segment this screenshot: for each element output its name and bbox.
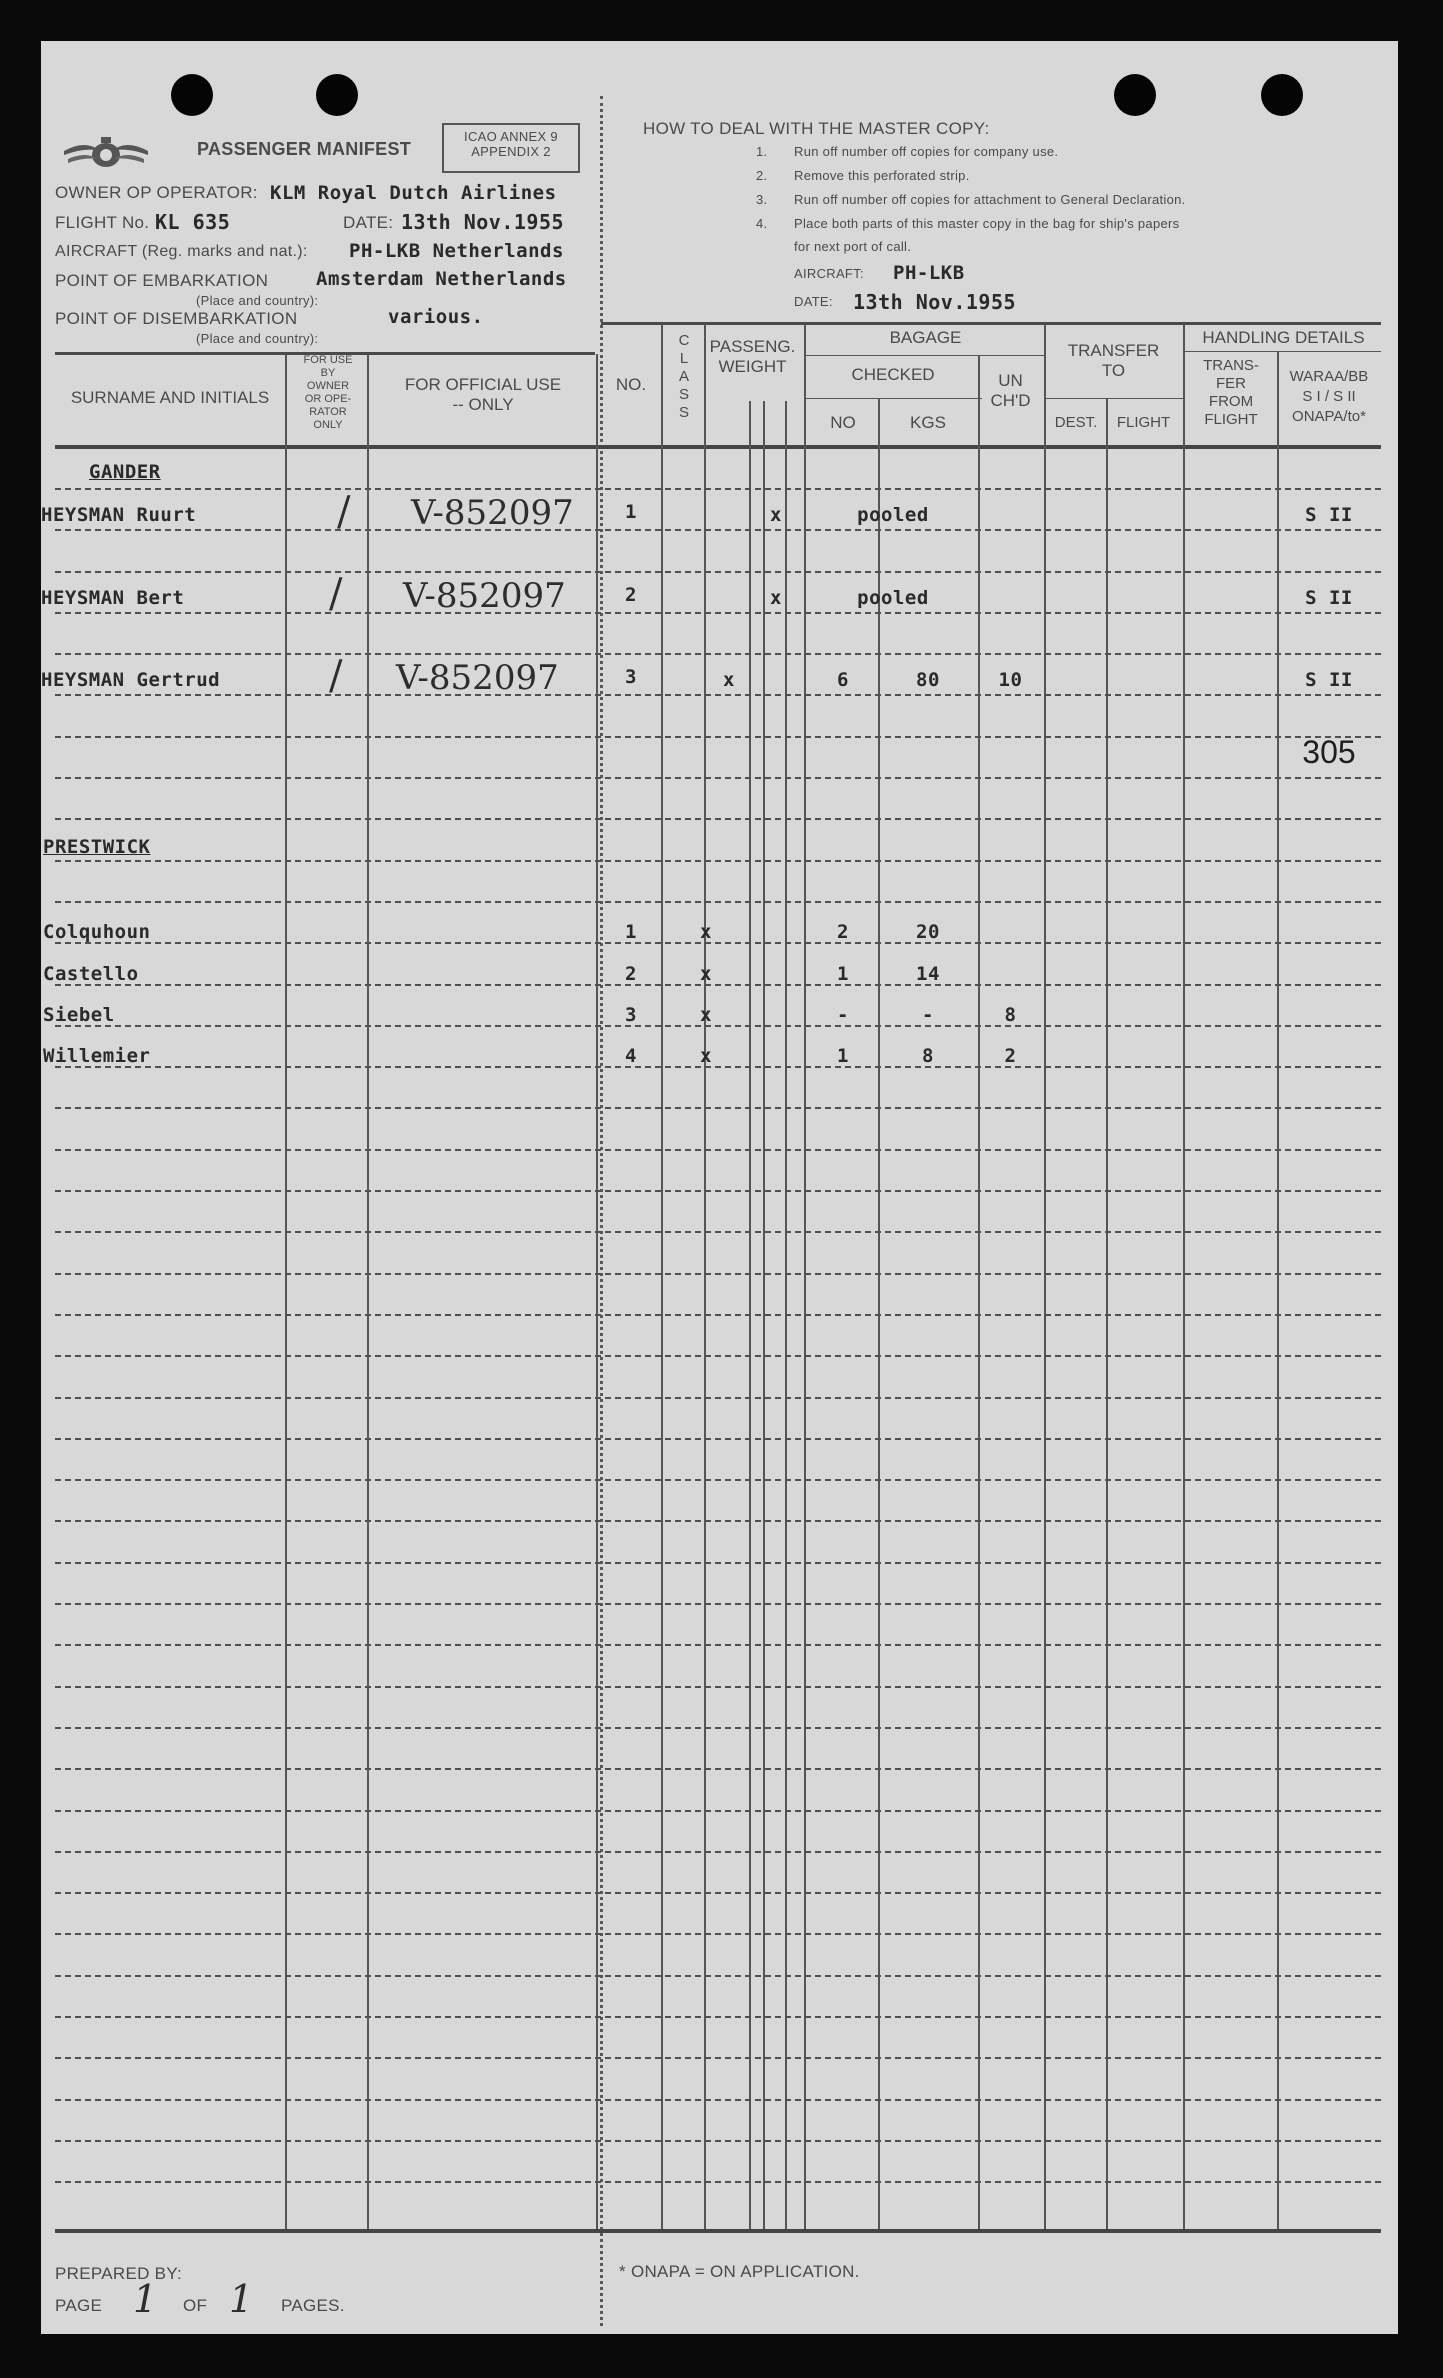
table-bottom-border <box>55 2229 1381 2233</box>
col-owner-use-line: OWNER <box>306 380 350 392</box>
baggage-unchecked: 10 <box>998 669 1023 691</box>
instruction-text-cont: for next port of call. <box>794 239 912 254</box>
row-divider <box>55 1975 1381 1977</box>
row-divider <box>55 1273 1381 1275</box>
annex-box <box>442 123 580 173</box>
passenger-surname: Castello <box>43 963 139 985</box>
row-divider <box>55 2140 1381 2142</box>
col-official-use-line: -- ONLY <box>452 395 514 414</box>
prepared-by-label: PREPARED BY: <box>55 2264 183 2283</box>
row-divider <box>55 2057 1381 2059</box>
col-bag-no: NO <box>830 413 856 432</box>
column-divider <box>704 324 706 2229</box>
column-divider <box>1277 351 1279 2229</box>
row-divider <box>55 1520 1381 1522</box>
row-divider <box>55 1851 1381 1853</box>
punch-hole <box>316 74 358 116</box>
baggage-count: 1 <box>837 1045 849 1067</box>
instructions-aircraft-value: PH-LKB <box>893 262 965 284</box>
col-dest: DEST. <box>1054 414 1098 431</box>
col-unchecked-line: CH'D <box>990 391 1031 410</box>
class-mark: x <box>700 1045 712 1067</box>
row-divider <box>55 1727 1381 1729</box>
section-gander-title: GANDER <box>89 461 161 483</box>
col-passeng-weight <box>704 337 801 377</box>
row-divider <box>55 777 1381 779</box>
col-passeng-line: WEIGHT <box>718 357 787 376</box>
col-bagage: BAGAGE <box>889 328 962 347</box>
bagage-divider <box>804 355 1044 356</box>
instructions-date-label: DATE: <box>794 294 833 309</box>
date-label: DATE: <box>343 213 394 232</box>
handling-code: S II <box>1305 669 1353 691</box>
checked-divider <box>804 398 982 399</box>
col-waraa-line: S I / S II <box>1302 388 1356 405</box>
page-number: 1 <box>133 2277 158 2321</box>
column-divider <box>596 354 598 2229</box>
owner-label: OWNER OP OPERATOR: <box>55 183 258 202</box>
baggage-kgs: 80 <box>916 669 940 691</box>
class-mark: x <box>700 963 712 985</box>
row-divider <box>55 1686 1381 1688</box>
disembarkation-sub: (Place and country): <box>196 331 319 346</box>
col-transfer-from-line: FLIGHT <box>1204 411 1258 428</box>
row-divider <box>55 818 1381 820</box>
col-class-letter: S <box>678 404 689 421</box>
row-divider <box>55 1479 1381 1481</box>
table-top-border-right <box>601 322 1381 325</box>
col-waraa-line: ONAPA/to* <box>1292 408 1366 425</box>
row-divider <box>55 1231 1381 1233</box>
annex-line-2: APPENDIX 2 <box>471 144 551 159</box>
col-class-letter: C <box>678 332 690 349</box>
col-waraa-line: WARAA/BB <box>1289 368 1369 385</box>
col-flight: FLIGHT <box>1116 414 1171 431</box>
instructions-title: HOW TO DEAL WITH THE MASTER COPY: <box>643 119 990 138</box>
owner-value: KLM Royal Dutch Airlines <box>270 182 557 204</box>
col-checked: CHECKED <box>851 365 935 384</box>
col-passeng-line: PASSENG. <box>709 337 796 356</box>
col-class-letter: A <box>678 368 689 385</box>
handling-code: S II <box>1305 504 1353 526</box>
baggage-kgs: 20 <box>916 921 940 943</box>
col-class-letter: S <box>678 386 689 403</box>
row-divider <box>55 1810 1381 1812</box>
col-transfer <box>1046 341 1181 381</box>
col-surname: SURNAME AND INITIALS <box>70 388 270 407</box>
form-title: PASSENGER MANIFEST <box>197 139 412 159</box>
baggage-count: 2 <box>837 921 849 943</box>
official-use-visa-number: V-852097 <box>396 658 559 698</box>
col-transfer-from <box>1186 357 1276 429</box>
instructions-date-value: 13th Nov.1955 <box>853 290 1017 314</box>
col-handling: HANDLING DETAILS <box>1202 328 1365 347</box>
passenger-no: 1 <box>625 921 637 943</box>
passenger-no: 2 <box>625 963 637 985</box>
instruction-text: Place both parts of this master copy in the bag for ship's papers <box>794 216 1180 231</box>
passenger-no: 3 <box>625 666 637 688</box>
passenger-no: 4 <box>625 1045 637 1067</box>
passenger-surname: HEYSMAN Gertrud <box>41 669 221 691</box>
date-value: 13th Nov.1955 <box>401 210 565 234</box>
passenger-no: 1 <box>625 501 637 523</box>
row-divider <box>55 1397 1381 1399</box>
aircraft-value: PH-LKB Netherlands <box>349 240 564 262</box>
row-divider <box>55 2099 1381 2101</box>
row-divider <box>55 488 1381 490</box>
embarkation-sub: (Place and country): <box>196 293 319 308</box>
col-owner-use-line: FOR USE <box>303 354 353 366</box>
baggage-kgs: - <box>922 1004 934 1026</box>
row-divider <box>55 1149 1381 1151</box>
col-transfer-from-line: FROM <box>1208 393 1254 410</box>
transfer-divider <box>1044 398 1183 399</box>
instruction-num: 1. <box>756 144 768 159</box>
baggage-kgs: 14 <box>916 963 940 985</box>
section-prestwick-title: PRESTWICK <box>43 836 151 858</box>
instruction-text: Run off number off copies for company use. <box>794 144 1059 159</box>
column-divider <box>661 324 663 2229</box>
manifest-page <box>41 41 1398 2334</box>
class-mark: x <box>723 669 735 691</box>
passenger-surname: Colquhoun <box>43 921 151 943</box>
passenger-surname: HEYSMAN Ruurt <box>41 504 197 526</box>
instruction-text: Run off number off copies for attachment to General Declaration. <box>794 192 1186 207</box>
baggage-pooled: pooled <box>857 587 929 609</box>
instruction-num: 3. <box>756 192 768 207</box>
column-divider <box>1044 324 1046 2229</box>
handwritten-check-mark: / <box>337 489 351 535</box>
row-divider <box>55 612 1381 614</box>
punch-hole <box>1114 74 1156 116</box>
row-divider <box>55 860 1381 862</box>
annex-line-1: ICAO ANNEX 9 <box>464 129 558 144</box>
col-official-use-line: FOR OFFICIAL USE <box>404 375 562 394</box>
column-divider <box>367 354 369 2229</box>
passenger-surname: Willemier <box>43 1045 151 1067</box>
row-divider <box>55 736 1381 738</box>
row-divider <box>55 1355 1381 1357</box>
col-transfer-from-line: TRANS- <box>1203 357 1259 374</box>
passenger-surname: HEYSMAN Bert <box>41 587 185 609</box>
col-kgs: KGS <box>910 413 946 432</box>
col-class-letter: L <box>679 350 689 367</box>
instruction-num: 2. <box>756 168 768 183</box>
col-transfer-line: TRANSFER <box>1067 341 1160 360</box>
onapa-note: * ONAPA = ON APPLICATION. <box>619 2262 860 2281</box>
baggage-count: - <box>837 1004 849 1026</box>
passenger-weight-mark: x <box>770 504 782 526</box>
passenger-no: 3 <box>625 1004 637 1026</box>
row-divider <box>55 1314 1381 1316</box>
col-owner-use-line: BY <box>320 367 336 379</box>
col-owner-use-line: OR OPE- <box>304 393 352 405</box>
row-divider <box>55 694 1381 696</box>
col-unchecked <box>978 371 1043 411</box>
punch-hole <box>171 74 213 116</box>
instructions-aircraft-label: AIRCRAFT: <box>794 266 864 281</box>
row-divider <box>55 1107 1381 1109</box>
passenger-surname: Siebel <box>43 1004 115 1026</box>
class-mark: x <box>700 921 712 943</box>
col-transfer-from-line: FER <box>1216 375 1246 392</box>
row-divider <box>55 2016 1381 2018</box>
handling-code: S II <box>1305 587 1353 609</box>
pages-label: PAGES. <box>281 2296 345 2315</box>
handling-divider <box>1183 351 1381 352</box>
column-divider <box>1183 324 1185 2229</box>
column-divider <box>804 324 806 2229</box>
row-divider <box>55 1190 1381 1192</box>
column-divider <box>285 354 287 2229</box>
passenger-weight-mark: x <box>770 587 782 609</box>
flight-label: FLIGHT No. <box>55 213 150 232</box>
page-label: PAGE <box>55 2296 103 2315</box>
embarkation-value: Amsterdam Netherlands <box>316 268 567 290</box>
row-divider <box>55 1438 1381 1440</box>
handwritten-check-mark: / <box>329 653 343 699</box>
official-use-visa-number: V-852097 <box>403 576 566 616</box>
row-divider <box>55 2181 1381 2183</box>
klm-crown-logo-icon <box>60 129 152 177</box>
row-divider <box>55 571 1381 573</box>
col-transfer-line: TO <box>1101 361 1126 380</box>
perforation-line <box>600 96 603 2326</box>
baggage-count: 1 <box>837 963 849 985</box>
punch-hole <box>1261 74 1303 116</box>
col-no: NO. <box>615 375 647 394</box>
aircraft-label: AIRCRAFT (Reg. marks and nat.): <box>55 243 308 260</box>
baggage-unchecked: 8 <box>1004 1004 1017 1026</box>
baggage-unchecked: 2 <box>1004 1045 1017 1067</box>
handwritten-check-mark: / <box>329 571 343 617</box>
official-use-visa-number: V-852097 <box>411 493 574 533</box>
row-divider <box>55 1933 1381 1935</box>
row-divider <box>55 653 1381 655</box>
disembarkation-label: POINT OF DISEMBARKATION <box>55 309 298 328</box>
col-waraa <box>1277 367 1381 427</box>
total-pages: 1 <box>229 2277 254 2321</box>
class-mark: x <box>700 1004 712 1026</box>
row-divider <box>55 1892 1381 1894</box>
col-owner-use-line: RATOR <box>309 406 347 418</box>
row-divider <box>55 1644 1381 1646</box>
row-divider <box>55 1562 1381 1564</box>
flight-value: KL 635 <box>155 210 231 234</box>
col-owner-use-line: ONLY <box>313 419 343 431</box>
row-divider <box>55 1768 1381 1770</box>
col-unchecked-line: UN <box>998 371 1023 390</box>
col-official-use <box>371 375 595 415</box>
baggage-pooled: pooled <box>857 504 929 526</box>
baggage-kgs: 8 <box>922 1045 934 1067</box>
instruction-text: Remove this perforated strip. <box>794 168 970 183</box>
embarkation-label: POINT OF EMBARKATION <box>55 271 269 290</box>
column-divider <box>978 355 980 2229</box>
handling-total: 305 <box>1302 734 1356 770</box>
of-label: OF <box>183 2296 208 2315</box>
col-class <box>664 332 704 422</box>
disembarkation-value: various. <box>388 306 484 328</box>
col-owner-use <box>289 354 367 432</box>
row-divider <box>55 529 1381 531</box>
row-divider <box>55 1603 1381 1605</box>
row-divider <box>55 901 1381 903</box>
passenger-no: 2 <box>625 584 637 606</box>
baggage-count: 6 <box>837 669 849 691</box>
instruction-num: 4. <box>756 216 768 231</box>
